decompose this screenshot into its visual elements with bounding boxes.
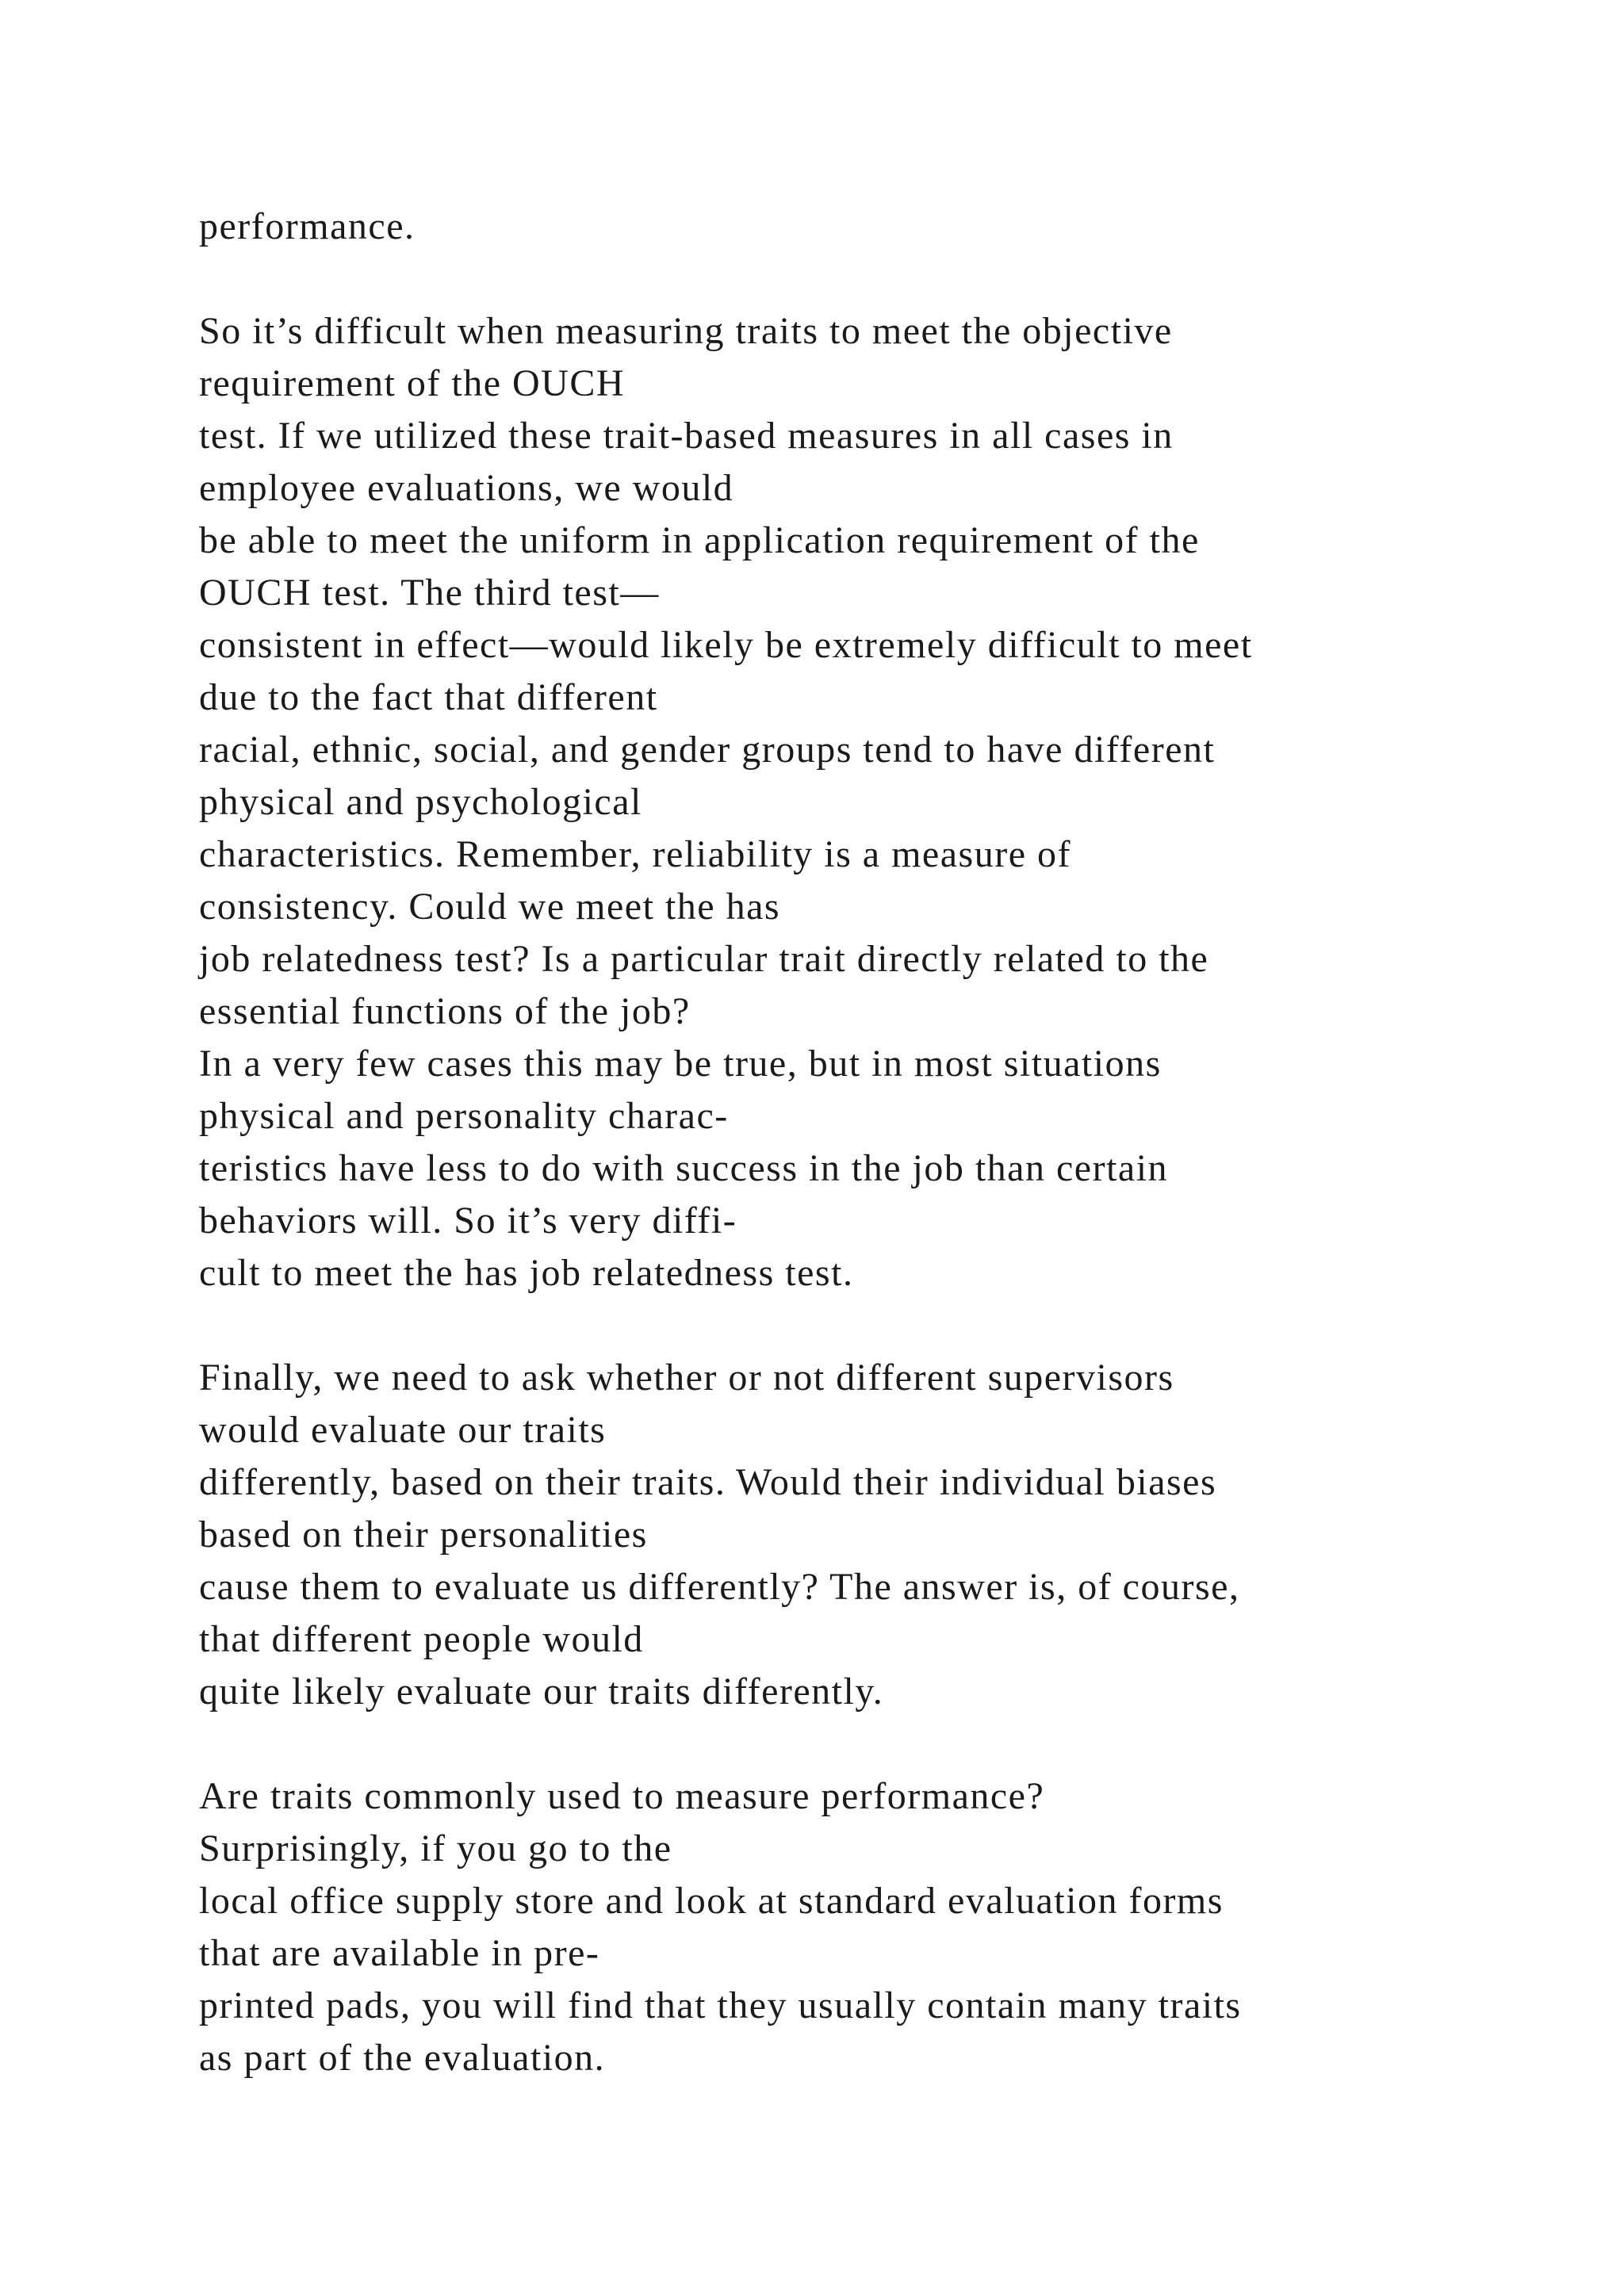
text-line: Are traits commonly used to measure performance? (199, 1775, 1045, 1817)
blank-line (199, 1299, 1595, 1352)
text-line: that are available in pre- (199, 1932, 600, 1974)
text-line: quite likely evaluate our traits differently. (199, 1670, 884, 1712)
text-line: as part of the evaluation. (199, 2037, 606, 2079)
text-line: job relatedness test? Is a particular trait directly related to the (199, 938, 1209, 980)
text-line: physical and psychological (199, 781, 642, 823)
text-line: differently, based on their traits. Would their individual biases (199, 1461, 1217, 1503)
text-line: essential functions of the job? (199, 990, 691, 1032)
text-line: cause them to evaluate us differently? The answer is, of course, (199, 1566, 1240, 1608)
text-line: be able to meet the uniform in application requirement of the (199, 519, 1200, 561)
text-line: characteristics. Remember, reliability is a measure of (199, 833, 1071, 875)
text-line: So it’s difficult when measuring traits to meet the objective (199, 310, 1173, 352)
text-line: consistency. Could we meet the has (199, 886, 781, 928)
text-line: behaviors will. So it’s very diffi- (199, 1200, 737, 1242)
text-line: Surprisingly, if you go to the (199, 1827, 672, 1869)
text-line: employee evaluations, we would (199, 467, 734, 509)
text-line: based on their personalities (199, 1513, 648, 1556)
text-line: In a very few cases this may be true, but in most situations (199, 1043, 1162, 1085)
text-line: racial, ethnic, social, and gender groups tend to have different (199, 729, 1216, 771)
text-line: performance. (199, 205, 416, 247)
text-line: would evaluate our traits (199, 1409, 607, 1451)
text-line: cult to meet the has job relatedness test. (199, 1252, 854, 1294)
text-line: consistent in effect—would likely be extremely difficult to meet (199, 624, 1253, 666)
text-line: physical and personality charac- (199, 1095, 729, 1137)
document-body (199, 201, 1595, 2084)
blank-line (199, 253, 1595, 305)
text-line: requirement of the OUCH (199, 362, 626, 404)
text-line: printed pads, you will find that they usually contain many traits (199, 1984, 1242, 2026)
text-line: due to the fact that different (199, 676, 658, 718)
text-line: that different people would (199, 1618, 644, 1660)
text-line: Finally, we need to ask whether or not different supervisors (199, 1357, 1174, 1399)
text-line: OUCH test. The third test— (199, 572, 660, 614)
text-line: teristics have less to do with success in the job than certain (199, 1147, 1169, 1189)
text-line: test. If we utilized these trait-based measures in all cases in (199, 415, 1174, 457)
blank-line (199, 1718, 1595, 1770)
text-line: local office supply store and look at standard evaluation forms (199, 1880, 1224, 1922)
